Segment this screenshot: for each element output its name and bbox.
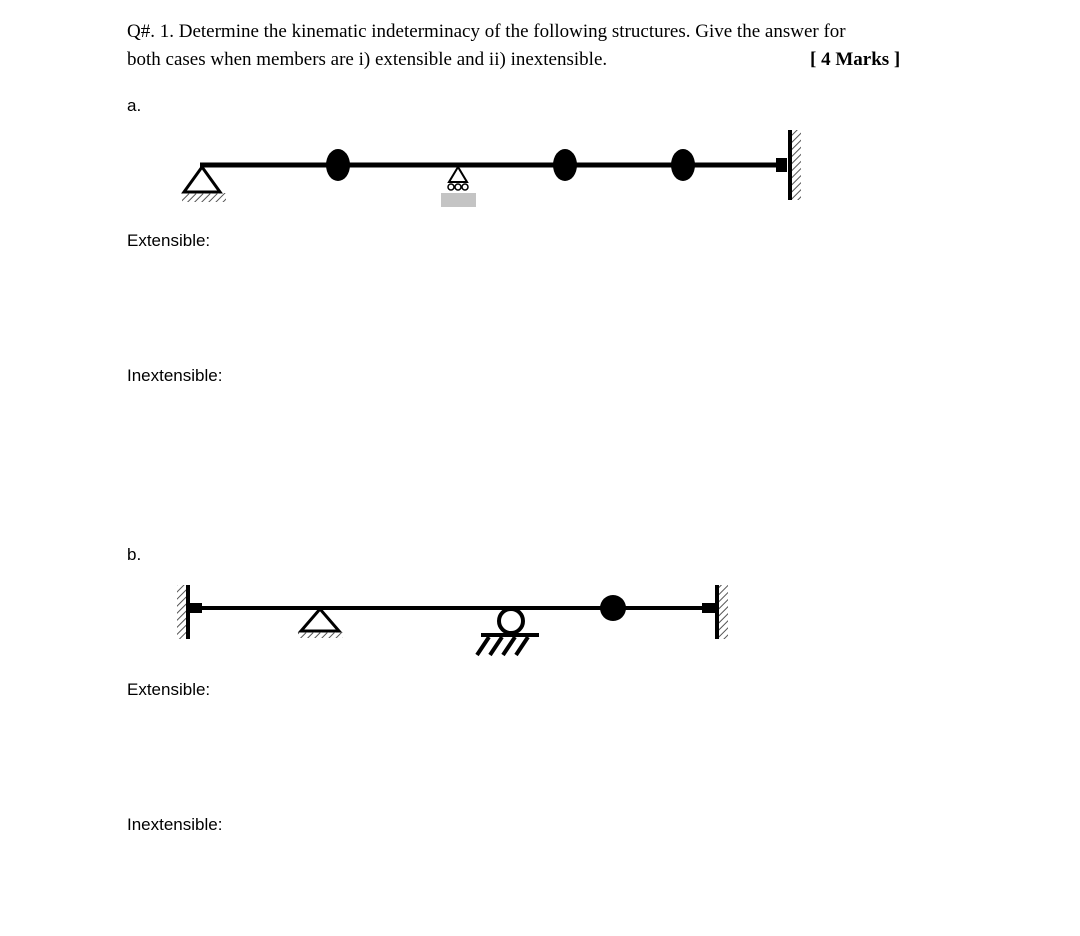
question-line-1: Q#. 1. Determine the kinematic indeterminacy of the following structures. Give the answer for <box>127 21 846 42</box>
part-b-label: b. <box>127 545 142 564</box>
part-a-label: a. <box>127 96 142 115</box>
fixed-support-right-icon <box>776 130 801 200</box>
marks-label: [ 4 Marks ] <box>810 49 901 70</box>
part-a-extensible-label: Extensible: <box>127 231 211 250</box>
structure-b-diagram <box>165 575 745 665</box>
pin-support-icon <box>298 609 343 638</box>
question-line-2: both cases when members are i) extensible and ii) inextensible. <box>127 49 608 70</box>
fixed-support-left-icon <box>177 585 202 639</box>
part-a-inextensible-label: Inextensible: <box>127 366 223 385</box>
structure-a-diagram <box>170 120 820 220</box>
pin-support-icon <box>182 167 226 202</box>
part-b-inextensible-label: Inextensible: <box>127 815 223 834</box>
roller-support-icon <box>441 167 476 207</box>
hinge-2-icon <box>553 149 577 181</box>
hinge-icon <box>600 595 626 621</box>
fixed-support-right-icon <box>702 585 728 639</box>
roller-support-icon <box>477 609 539 655</box>
hinge-3-icon <box>671 149 695 181</box>
part-b-extensible-label: Extensible: <box>127 680 211 699</box>
hinge-1-icon <box>326 149 350 181</box>
